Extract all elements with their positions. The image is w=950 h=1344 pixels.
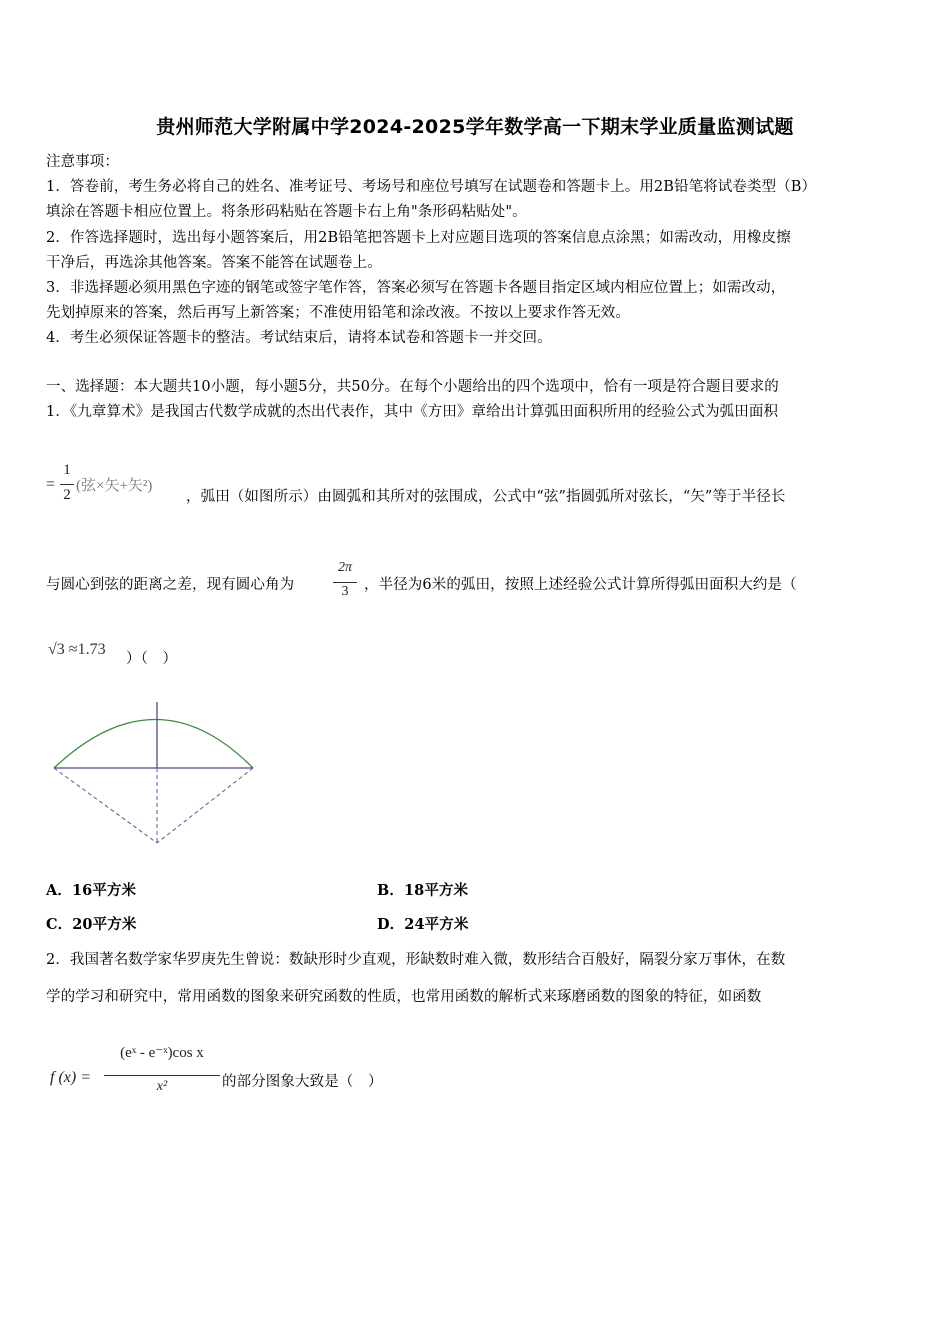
q1-option-d[interactable]: D．24平方米 xyxy=(377,916,469,933)
formula-denominator: 2 xyxy=(63,487,71,503)
q1-line1: 1．《九章算术》是我国古代数学成就的杰出代表作，其中《方田》章给出计算弧田面积所用的经验公式为弧田面积 xyxy=(46,404,779,420)
formula-numerator: 1 xyxy=(63,462,71,478)
fx-denominator: x² xyxy=(156,1079,168,1094)
notice-line: 填涂在答题卡相应位置上。将条形码粘贴在答题卡右上角"条形码粘贴处"。 xyxy=(46,204,527,220)
q1-line3-post: ，半径为6米的弧田，按照上述经验公式计算所得弧田面积大约是（ xyxy=(364,577,797,593)
notice-line: 1．答卷前，考生务必将自己的姓名、准考证号、考场号和座位号填写在试题卷和答题卡上。用2B铅笔将试卷类型（B） xyxy=(46,179,817,195)
q1-area-formula xyxy=(46,462,186,512)
notice-line: 4．考生必须保证答题卡的整洁。考试结束后，请将本试卷和答题卡一并交回。 xyxy=(46,330,552,346)
sqrt3-approx: √3 ≈1.73 xyxy=(48,641,106,658)
q1-line3-pre: 与圆心到弦的距离之差，现有圆心角为 xyxy=(46,577,295,593)
notice-line: 2．作答选择题时，选出每小题答案后，用2B铅笔把答题卡上对应题目选项的答案信息点涂黑；如需改动，用橡皮擦 xyxy=(46,230,791,246)
section-heading: 一、选择题：本大题共10小题，每小题5分，共50分。在每个小题给出的四个选项中，恰有一项是符合题目要求的 xyxy=(46,379,779,395)
notice-heading: 注意事项： xyxy=(46,154,119,170)
formula-equals: = xyxy=(46,476,56,493)
page-title: 贵州师范大学附属中学2024-2025学年数学高一下期末学业质量监测试题 xyxy=(156,116,794,138)
notice-line: 3．非选择题必须用黑色字迹的钢笔或签字笔作答，答案必须写在答题卡各题目指定区域内相应位置上；如需改动， xyxy=(46,280,786,296)
arc-curve xyxy=(54,720,253,769)
q1-option-b[interactable]: B．18平方米 xyxy=(377,882,469,899)
q1-option-a[interactable]: A．16平方米 xyxy=(46,882,137,899)
angle-denominator: 3 xyxy=(341,584,349,599)
formula-body: (弦×矢+矢²) xyxy=(76,478,153,494)
notice-line: 干净后，再选涂其他答案。答案不能答在试题卷上。 xyxy=(46,255,382,271)
radius-dashed-right xyxy=(157,768,253,843)
q1-line4-post: ）（ ） xyxy=(126,651,178,667)
fx-fraction xyxy=(104,1043,220,1105)
fx-lhs: f (x) = xyxy=(50,1069,91,1086)
radius-dashed-left xyxy=(54,768,157,843)
q1-option-c[interactable]: C．20平方米 xyxy=(46,916,137,933)
q2-line2: 学的学习和研究中，常用函数的图象来研究函数的性质，也常用函数的解析式来琢磨函数的图象的特征，如函数 xyxy=(46,989,762,1005)
angle-numerator: 2π xyxy=(337,560,352,575)
arc-field-figure xyxy=(46,695,266,850)
central-angle-fraction xyxy=(330,560,360,608)
fx-numerator: (eˣ - e⁻ˣ)cos x xyxy=(120,1045,204,1061)
q2-line3-post: 的部分图象大致是（ ） xyxy=(222,1074,383,1090)
notice-line: 先划掉原来的答案，然后再写上新答案；不准使用铅笔和涂改液。不按以上要求作答无效。 xyxy=(46,305,630,321)
q1-line2: ，弧田（如图所示）由圆弧和其所对的弦围成，公式中“弦”指圆弧所对弦长，“矢”等于半径长 xyxy=(186,489,786,505)
q2-line1: 2．我国著名数学家华罗庚先生曾说：数缺形时少直观，形缺数时难入微，数形结合百般好，隔裂分家万事休，在数 xyxy=(46,952,786,968)
